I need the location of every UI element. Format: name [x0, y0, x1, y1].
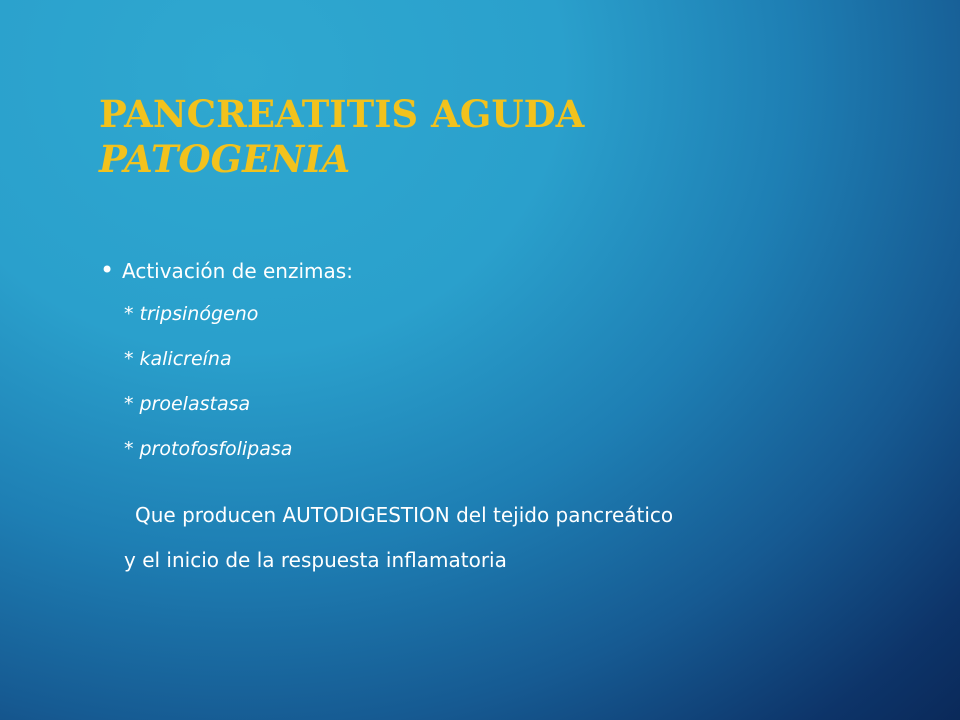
title-line-2: PATOGENIA [99, 137, 351, 181]
enzyme-name: proelastasa [139, 393, 251, 415]
bullet-item [100, 250, 353, 291]
enzyme-item [124, 427, 292, 472]
conclusion-line-1: Que producen AUTODIGESTION del tejido pancreático [135, 503, 674, 527]
enzyme-item [124, 382, 292, 427]
slide-title [99, 92, 584, 182]
conclusion-line-2: y el inicio de la respuesta inflamatoria [124, 548, 507, 572]
enzyme-list [124, 292, 292, 472]
enzyme-name: tripsinógeno [139, 303, 259, 325]
asterisk-icon: * [124, 393, 134, 415]
asterisk-icon: * [124, 303, 134, 325]
bullet-icon: • [100, 256, 115, 284]
enzyme-name: protofosfolipasa [139, 438, 293, 460]
title-line-1: PANCREATITIS AGUDA [99, 92, 585, 136]
enzyme-item [124, 337, 292, 382]
bullet-text: Activación de enzimas: [122, 259, 353, 283]
enzyme-item [124, 292, 292, 337]
asterisk-icon: * [124, 438, 134, 460]
enzyme-name: kalicreína [139, 348, 232, 370]
asterisk-icon: * [124, 348, 134, 370]
conclusion-paragraph [124, 493, 673, 583]
